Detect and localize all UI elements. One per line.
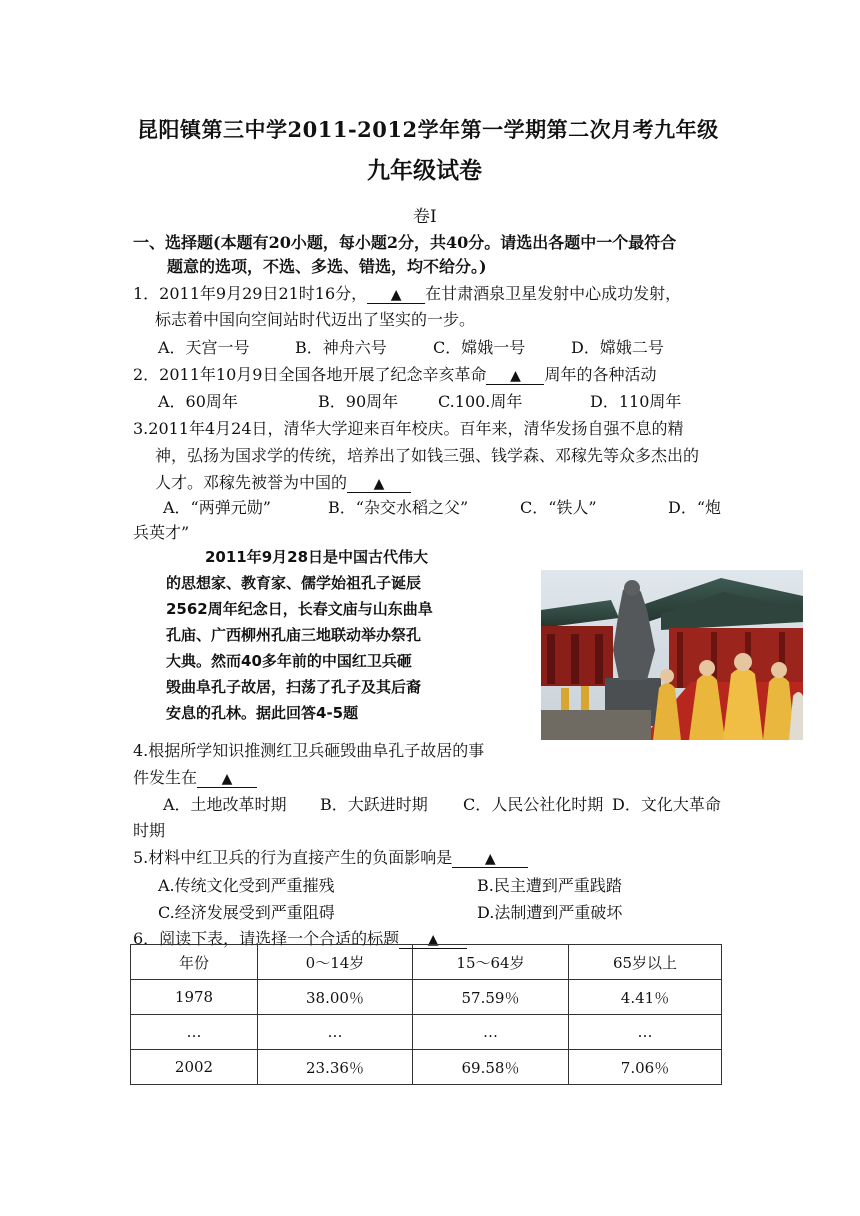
table-cell: 7.06％ xyxy=(569,1050,722,1085)
material-line-4: 孔庙、广西柳州孔庙三地联动举办祭孔 xyxy=(166,626,422,644)
table-cell: … xyxy=(569,1015,722,1050)
q4-option-b: B．大跃进时期 xyxy=(320,795,428,814)
answer-blank xyxy=(367,284,425,304)
volume-label: 卷Ⅰ xyxy=(413,207,437,227)
question-2-text-b: 周年的各种活动 xyxy=(544,365,657,384)
section-heading: 一、选择题(本题有20小题，每小题2分，共40分。请选出各题中一个最符合 xyxy=(133,233,677,252)
question-4-text: 件发生在 xyxy=(133,768,198,787)
triangle-icon: ▲ xyxy=(510,368,521,384)
triangle-icon: ▲ xyxy=(373,476,385,492)
table-cell: … xyxy=(131,1015,258,1050)
triangle-icon: ▲ xyxy=(221,771,233,787)
q4-option-d: D．文化大革命 xyxy=(612,795,721,814)
q3-option-d-wrap: 兵英才” xyxy=(133,523,190,542)
material-line-1: 2011年9月28日是中国古代伟大 xyxy=(205,548,429,566)
q3-option-a: A．“两弹元勋” xyxy=(163,498,271,517)
q4-option-d-wrap: 时期 xyxy=(133,821,166,840)
table-header-cell: 65岁以上 xyxy=(569,945,722,980)
q4-option-c: C．人民公社化时期 xyxy=(463,795,604,814)
q2-option-d: D．110周年 xyxy=(590,392,682,411)
question-2 xyxy=(133,362,656,385)
question-1-text-a: 1．2011年9月29日21时16分， xyxy=(133,284,368,303)
table-row xyxy=(131,980,722,1015)
question-5 xyxy=(133,845,528,868)
table-header-row xyxy=(131,945,722,980)
question-3-cont: 神，弘扬为国求学的传统，培养出了如钱三强、钱学森、邓稼先等众多杰出的 xyxy=(155,446,700,465)
question-1 xyxy=(133,281,681,304)
triangle-icon: ▲ xyxy=(427,932,439,948)
question-4-cont xyxy=(133,765,257,788)
table-header-cell: 年份 xyxy=(131,945,258,980)
q3-option-c: C．“铁人” xyxy=(520,498,597,517)
table-cell: 2002 xyxy=(131,1050,258,1085)
material-line-3: 2562周年纪念日，长春文庙与山东曲阜 xyxy=(166,600,433,618)
table-cell: … xyxy=(413,1015,569,1050)
question-3-text: 人才。邓稼先被誉为中国的 xyxy=(155,473,348,492)
question-2-text-a: 2．2011年10月9日全国各地开展了纪念辛亥革命 xyxy=(133,365,487,384)
question-4: 4.根据所学知识推测红卫兵砸毁曲阜孔子故居的事 xyxy=(133,741,485,760)
q1-option-b: B．神舟六号 xyxy=(295,338,387,357)
answer-blank xyxy=(452,848,528,868)
confucius-ceremony-photo xyxy=(541,570,803,740)
question-3: 3.2011年4月24日，清华大学迎来百年校庆。百年来，清华发扬自强不息的精 xyxy=(133,419,684,438)
q2-option-a: A．60周年 xyxy=(158,392,238,411)
answer-blank xyxy=(197,768,257,788)
table-row xyxy=(131,1050,722,1085)
q1-option-a: A．天宫一号 xyxy=(158,338,250,357)
triangle-icon: ▲ xyxy=(484,851,496,867)
table-cell: 1978 xyxy=(131,980,258,1015)
material-line-5: 大典。然而40多年前的中国红卫兵砸 xyxy=(166,652,412,670)
q1-option-c: C．嫦娥一号 xyxy=(433,338,526,357)
q2-option-b: B．90周年 xyxy=(318,392,399,411)
table-cell: 69.58％ xyxy=(413,1050,569,1085)
table-row xyxy=(131,1015,722,1050)
table-cell: … xyxy=(258,1015,413,1050)
q4-option-a: A．土地改革时期 xyxy=(163,795,287,814)
answer-blank xyxy=(486,365,544,385)
table-header-cell: 15～64岁 xyxy=(413,945,569,980)
exam-subtitle: 九年级试卷 xyxy=(367,157,482,184)
question-3-cont-2 xyxy=(155,470,411,493)
table-cell: 38.00％ xyxy=(258,980,413,1015)
q2-option-c: C.100.周年 xyxy=(438,392,523,411)
table-cell: 57.59％ xyxy=(413,980,569,1015)
question-6-text: 6．阅读下表，请选择一个合适的标题 xyxy=(133,929,400,948)
question-1-text-b: 在甘肃酒泉卫星发射中心成功发射， xyxy=(425,284,682,303)
section-heading-cont: 题意的选项，不选、多选、错选，均不给分。) xyxy=(167,257,487,276)
question-1-cont: 标志着中国向空间站时代迈出了坚实的一步。 xyxy=(155,310,476,329)
q3-option-b: B．“杂交水稻之父” xyxy=(328,498,469,517)
q5-option-a: A.传统文化受到严重摧残 xyxy=(158,876,335,895)
material-line-6: 毁曲阜孔子故居，扫荡了孔子及其后裔 xyxy=(166,678,422,696)
table-header-cell: 0～14岁 xyxy=(258,945,413,980)
material-line-7: 安息的孔林。据此回答4-5题 xyxy=(166,704,359,722)
table-cell: 4.41％ xyxy=(569,980,722,1015)
exam-title: 昆阳镇第三中学2011-2012学年第一学期第二次月考九年级 xyxy=(137,117,719,142)
q1-option-d: D．嫦娥二号 xyxy=(571,338,664,357)
q5-option-c: C.经济发展受到严重阻碍 xyxy=(158,903,335,922)
q5-option-d: D.法制遭到严重破坏 xyxy=(477,903,623,922)
q5-option-b: B.民主遭到严重践踏 xyxy=(477,876,622,895)
q3-option-d: D．“炮 xyxy=(668,498,722,517)
table-cell: 23.36％ xyxy=(258,1050,413,1085)
population-table xyxy=(130,944,722,1085)
material-line-2: 的思想家、教育家、儒学始祖孔子诞辰 xyxy=(166,574,422,592)
question-5-text: 5.材料中红卫兵的行为直接产生的负面影响是 xyxy=(133,848,453,867)
answer-blank xyxy=(347,473,411,493)
triangle-icon: ▲ xyxy=(390,287,402,303)
